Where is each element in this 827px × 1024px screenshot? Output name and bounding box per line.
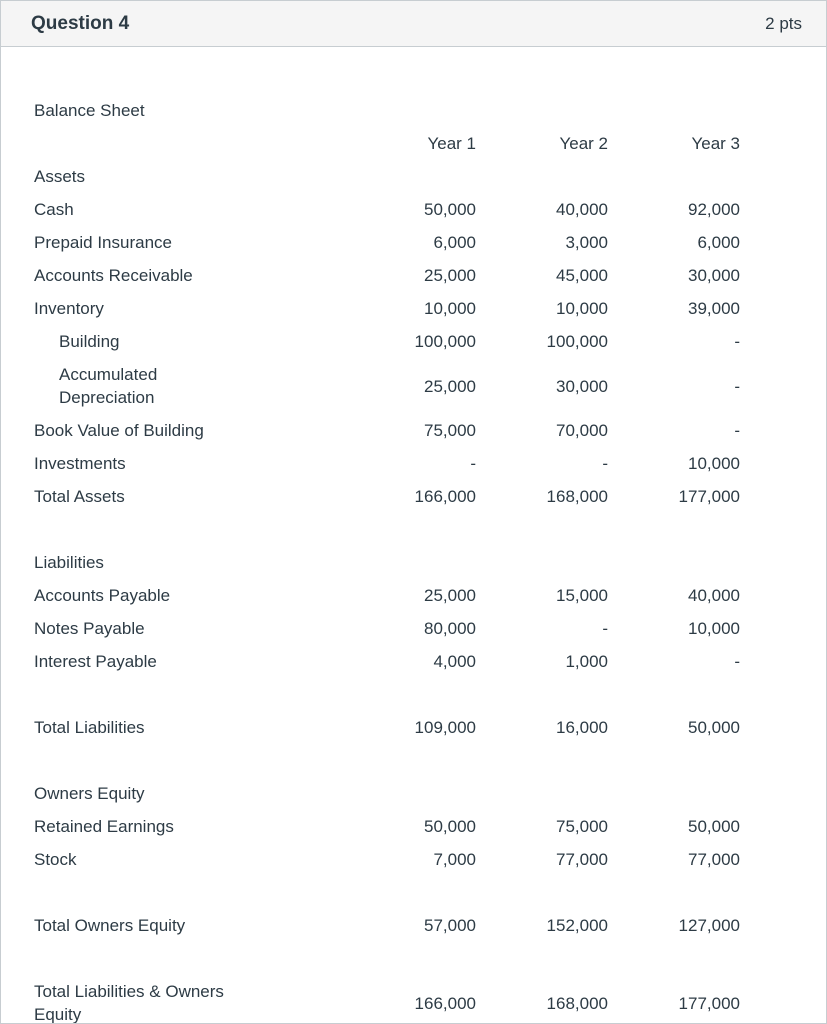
cell-value: 75,000 bbox=[424, 421, 476, 440]
column-header-year3: Year 3 bbox=[691, 134, 740, 153]
spacer-row bbox=[34, 942, 740, 975]
cell-value: 92,000 bbox=[688, 200, 740, 219]
column-header-year1: Year 1 bbox=[427, 134, 476, 153]
cell-value: 1,000 bbox=[565, 652, 608, 671]
question-points-badge: 2 pts bbox=[765, 13, 802, 33]
cell-value bbox=[344, 777, 476, 810]
row-label: Inventory bbox=[34, 299, 104, 318]
cell-value: 4,000 bbox=[433, 652, 476, 671]
table-row bbox=[34, 480, 740, 513]
cell-value: 39,000 bbox=[688, 299, 740, 318]
table-row bbox=[34, 546, 740, 579]
cell-value: 45,000 bbox=[556, 266, 608, 285]
column-header-year2: Year 2 bbox=[559, 134, 608, 153]
spacer-row bbox=[34, 678, 740, 711]
table-header-row bbox=[34, 127, 740, 160]
cell-value: 30,000 bbox=[556, 376, 608, 396]
row-label: Total Assets bbox=[34, 487, 125, 506]
cell-value: - bbox=[470, 454, 476, 473]
table-body bbox=[34, 160, 740, 1024]
cell-value: 10,000 bbox=[688, 454, 740, 473]
table-row bbox=[34, 777, 740, 810]
cell-value: - bbox=[602, 619, 608, 638]
row-label: Notes Payable bbox=[34, 619, 145, 638]
cell-value bbox=[608, 546, 740, 579]
spacer-row bbox=[34, 744, 740, 777]
cell-value bbox=[476, 160, 608, 193]
spacer-row bbox=[34, 876, 740, 909]
table-row bbox=[34, 160, 740, 193]
cell-value: - bbox=[734, 332, 740, 351]
cell-value: 166,000 bbox=[414, 487, 476, 506]
cell-value: 25,000 bbox=[424, 376, 476, 396]
table-row bbox=[34, 259, 740, 292]
cell-value: 100,000 bbox=[414, 332, 476, 351]
cell-value: 70,000 bbox=[556, 421, 608, 440]
table-row bbox=[34, 843, 740, 876]
table-row bbox=[34, 447, 740, 480]
row-label: Liabilities bbox=[34, 553, 104, 572]
cell-value bbox=[344, 546, 476, 579]
table-row bbox=[34, 975, 740, 1024]
row-label: Investments bbox=[34, 454, 126, 473]
cell-value: 50,000 bbox=[424, 817, 476, 836]
table-row bbox=[34, 810, 740, 843]
table-row bbox=[34, 226, 740, 259]
row-label: Prepaid Insurance bbox=[34, 233, 172, 252]
table-row bbox=[34, 358, 740, 414]
cell-value: - bbox=[734, 421, 740, 440]
row-label: Interest Payable bbox=[34, 652, 157, 671]
cell-value: 30,000 bbox=[688, 266, 740, 285]
cell-value: 40,000 bbox=[556, 200, 608, 219]
row-label: Assets bbox=[34, 167, 86, 186]
row-label: Total Liabilities bbox=[34, 718, 145, 737]
spacer-cell bbox=[34, 513, 740, 546]
table-row bbox=[34, 193, 740, 226]
cell-value: 166,000 bbox=[414, 993, 476, 1013]
table-row bbox=[34, 292, 740, 325]
cell-value: 127,000 bbox=[678, 916, 740, 935]
row-label: Book Value of Building bbox=[34, 421, 204, 440]
spacer-cell bbox=[34, 678, 740, 711]
cell-value: 10,000 bbox=[424, 299, 476, 318]
table-row bbox=[34, 711, 740, 744]
row-label: Total Owners Equity bbox=[34, 916, 186, 935]
cell-value: 177,000 bbox=[678, 993, 740, 1013]
row-label: Accounts Receivable bbox=[34, 266, 193, 285]
row-label: Building bbox=[59, 332, 120, 351]
cell-value: 177,000 bbox=[678, 487, 740, 506]
cell-value: 100,000 bbox=[546, 332, 608, 351]
row-label-header bbox=[34, 127, 344, 160]
cell-value: 168,000 bbox=[546, 993, 608, 1013]
cell-value bbox=[344, 160, 476, 193]
balance-sheet-title: Balance Sheet bbox=[34, 101, 145, 120]
row-label: Accumulated Depreciation bbox=[59, 365, 158, 407]
cell-value: - bbox=[602, 454, 608, 473]
cell-value: 40,000 bbox=[688, 586, 740, 605]
cell-value: 25,000 bbox=[424, 586, 476, 605]
table-row bbox=[34, 325, 740, 358]
table-row bbox=[34, 579, 740, 612]
cell-value: 77,000 bbox=[688, 850, 740, 869]
cell-value: 7,000 bbox=[433, 850, 476, 869]
row-label: Cash bbox=[34, 200, 74, 219]
question-header bbox=[1, 1, 826, 47]
spacer-cell bbox=[34, 744, 740, 777]
cell-value: 25,000 bbox=[424, 266, 476, 285]
question-body bbox=[1, 47, 826, 1024]
row-label: Stock bbox=[34, 850, 77, 869]
row-label: Owners Equity bbox=[34, 784, 145, 803]
spacer-cell bbox=[34, 942, 740, 975]
cell-value: 152,000 bbox=[546, 916, 608, 935]
row-label: Accounts Payable bbox=[34, 586, 171, 605]
table-row bbox=[34, 414, 740, 447]
cell-value: 57,000 bbox=[424, 916, 476, 935]
cell-value: 10,000 bbox=[556, 299, 608, 318]
cell-value: 109,000 bbox=[414, 718, 476, 737]
cell-value: 3,000 bbox=[565, 233, 608, 252]
cell-value: 10,000 bbox=[688, 619, 740, 638]
cell-value: 50,000 bbox=[688, 817, 740, 836]
cell-value: 75,000 bbox=[556, 817, 608, 836]
cell-value: 80,000 bbox=[424, 619, 476, 638]
spacer-cell bbox=[34, 876, 740, 909]
table-row bbox=[34, 645, 740, 678]
row-label: Retained Earnings bbox=[34, 817, 174, 836]
cell-value: 16,000 bbox=[556, 718, 608, 737]
cell-value: 50,000 bbox=[688, 718, 740, 737]
cell-value: - bbox=[734, 376, 740, 396]
cell-value: 168,000 bbox=[546, 487, 608, 506]
cell-value: - bbox=[734, 652, 740, 671]
cell-value bbox=[476, 546, 608, 579]
cell-value: 6,000 bbox=[697, 233, 740, 252]
balance-sheet-table bbox=[34, 127, 740, 1024]
table-head bbox=[34, 127, 740, 160]
table-row bbox=[34, 612, 740, 645]
cell-value bbox=[476, 777, 608, 810]
cell-value: 15,000 bbox=[556, 586, 608, 605]
cell-value: 6,000 bbox=[433, 233, 476, 252]
cell-value: 50,000 bbox=[424, 200, 476, 219]
table-row bbox=[34, 909, 740, 942]
question-title: Question 4 bbox=[31, 12, 130, 34]
row-label: Total Liabilities & Owners Equity bbox=[34, 982, 224, 1024]
cell-value bbox=[608, 777, 740, 810]
cell-value bbox=[608, 160, 740, 193]
cell-value: 77,000 bbox=[556, 850, 608, 869]
spacer-row bbox=[34, 513, 740, 546]
